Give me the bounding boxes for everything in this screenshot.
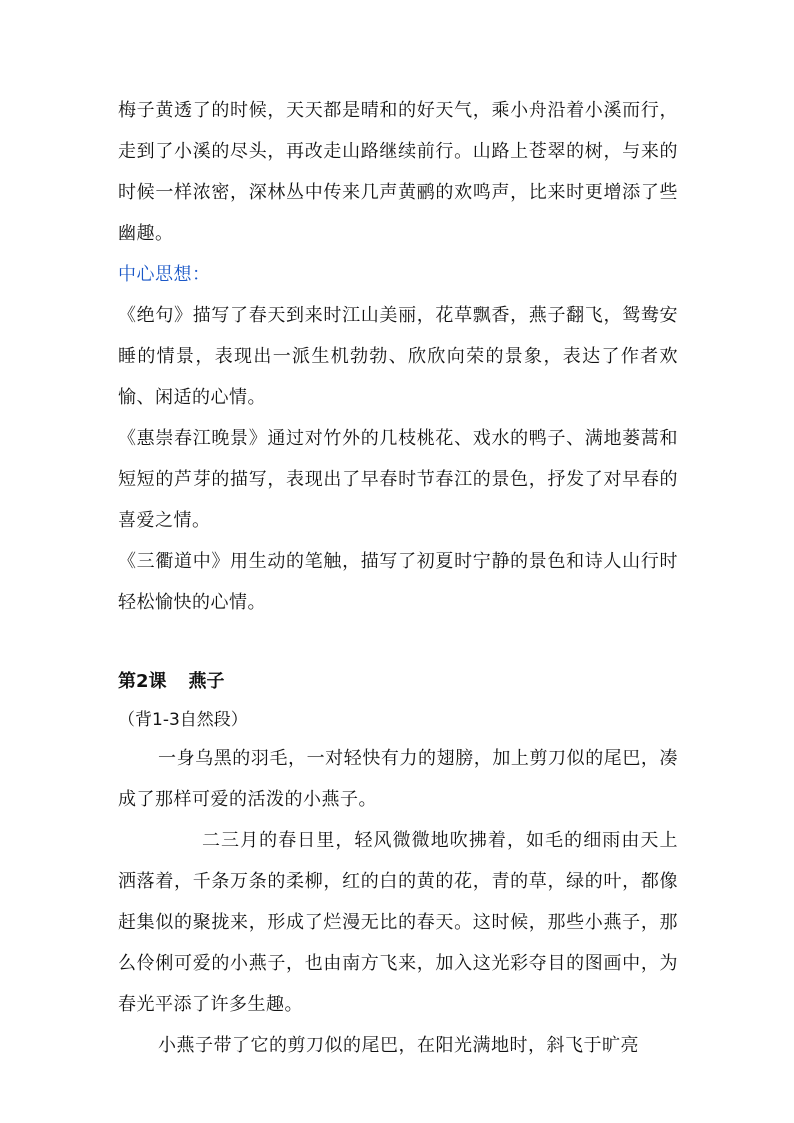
theme-paragraph-1: 《绝句》描写了春天到来时江山美丽，花草飘香，燕子翻飞，鸳鸯安睡的情景，表现出一派生机勃勃、欣欣向荣的景象，表达了作者欢愉、闲适的心情。 — [118, 305, 678, 408]
theme-paragraph-2: 《惠崇春江晚景》通过对竹外的几枝桃花、戏水的鸭子、满地蒌蒿和短短的芦芽的描写，表现出了早春时节春江的景色，抒发了对早春的喜爱之情。 — [118, 428, 678, 531]
body-paragraph-2: 二三月的春日里，轻风微微地吹拂着，如毛的细雨由天上洒落着，千条万条的柔柳，红的白的黄的花，青的草，绿的叶，都像赶集似的聚拢来，形成了烂漫无比的春天。这时候，那些小燕子，那么伶俐可爱的小燕子，也由南方飞来，加入这光彩夺目的图画中，为春光平添了许多生趣。 — [118, 830, 678, 1015]
theme-heading: 中心思想： — [118, 264, 211, 285]
document-page — [118, 90, 678, 1066]
lesson-name: 燕子 — [188, 671, 225, 692]
lesson-number: 第2课 — [118, 671, 167, 692]
lesson-title — [118, 661, 678, 702]
intro-paragraph: 梅子黄透了的时候，天天都是晴和的好天气，乘小舟沿着小溪而行，走到了小溪的尽头，再改走山路继续前行。山路上苍翠的树，与来的时候一样浓密，深林丛中传来几声黄鹂的欢鸣声，比来时更增添了些幽趣。 — [118, 100, 678, 244]
body-paragraph-1: 一身乌黑的羽毛，一对轻快有力的翅膀，加上剪刀似的尾巴，凑成了那样可爱的活泼的小燕子。 — [118, 748, 678, 810]
lesson-note: （背1-3自然段） — [118, 710, 248, 730]
theme-paragraph-3: 《三衢道中》用生动的笔触，描写了初夏时宁静的景色和诗人山行时轻松愉快的心情。 — [118, 551, 678, 613]
body-paragraph-3: 小燕子带了它的剪刀似的尾巴，在阳光满地时，斜飞于旷亮 — [158, 1035, 639, 1056]
